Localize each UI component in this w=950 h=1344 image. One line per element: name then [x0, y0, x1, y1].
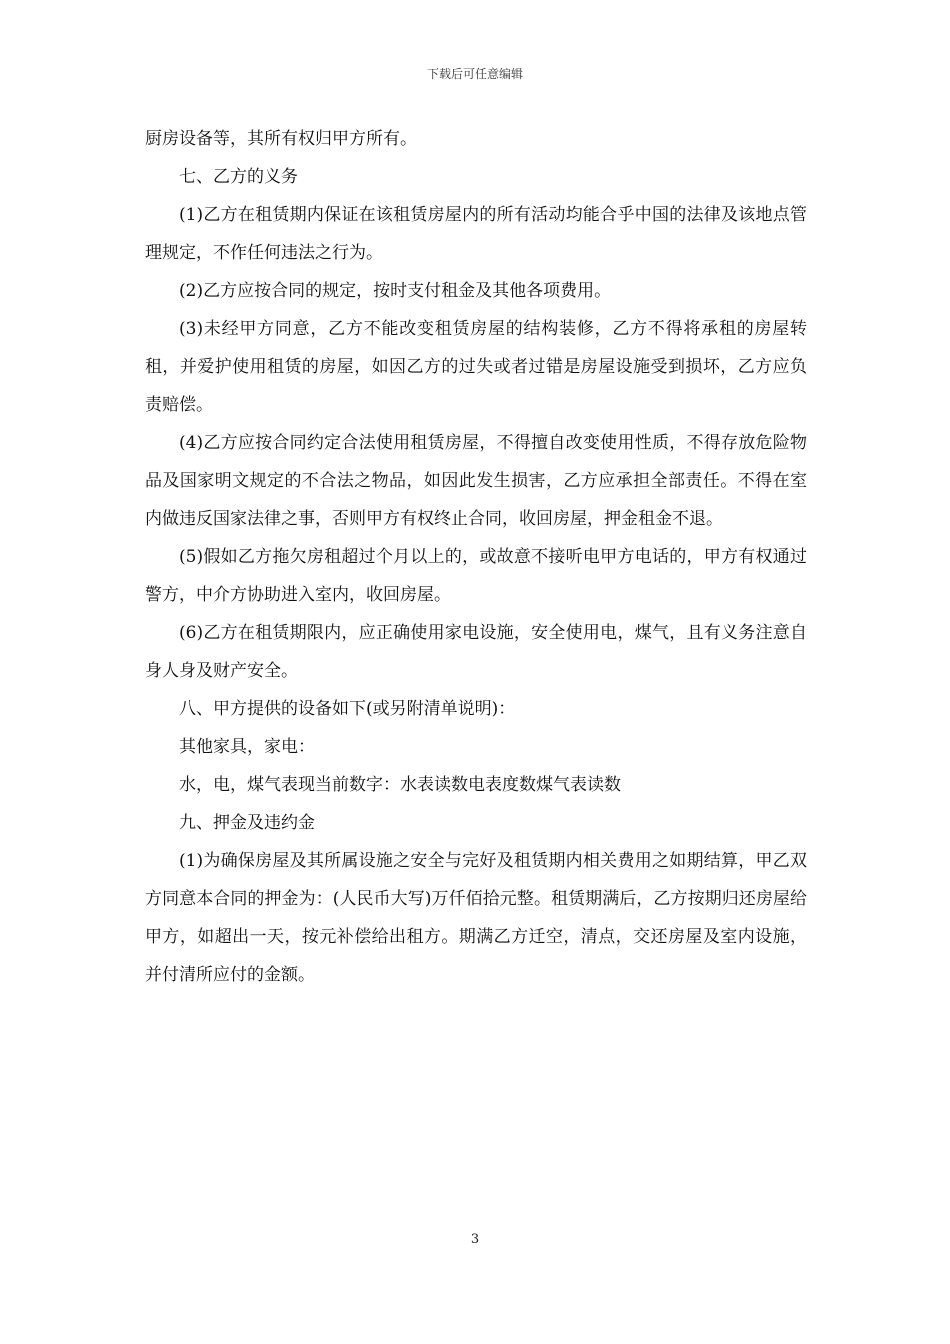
page-number: 3 [470, 1232, 480, 1247]
document-body [145, 120, 807, 994]
paragraph-clause-7-4: (4)乙方应按合同约定合法使用租赁房屋，不得擅自改变使用性质，不得存放危险物品及国家明文规定的不合法之物品，如因此发生损害，乙方应承担全部责任。不得在室内做违反国家法律之事，否则甲方有权终止合同，收回房屋，押金租金不退。 [145, 433, 807, 529]
paragraph-clause-7-2: (2)乙方应按合同的规定，按时支付租金及其他各项费用。 [179, 281, 612, 301]
paragraph-clause-7-3: (3)未经甲方同意，乙方不能改变租赁房屋的结构装修，乙方不得将承租的房屋转租，并爱护使用租赁的房屋，如因乙方的过失或者过错是房屋设施受到损坏，乙方应负责赔偿。 [145, 319, 807, 415]
paragraph-clause-9-1: (1)为确保房屋及其所属设施之安全与完好及租赁期内相关费用之如期结算，甲乙双方同意本合同的押金为：(人民币大写)万仟佰拾元整。租赁期满后，乙方按期归还房屋给甲方，如超出一天，按元补偿给出租方。期满乙方迁空，清点，交还房屋及室内设施，并付清所应付的金额。 [145, 851, 807, 985]
header-note: 下载后可任意编辑 [426, 67, 523, 81]
section-heading-7: 七、乙方的义务 [179, 167, 298, 187]
paragraph-continuation: 厨房设备等，其所有权归甲方所有。 [145, 129, 417, 149]
section-heading-9: 九、押金及违约金 [179, 813, 315, 833]
paragraph-furniture: 其他家具，家电： [179, 737, 315, 757]
section-heading-8: 八、甲方提供的设备如下(或另附清单说明)： [179, 699, 516, 719]
paragraph-clause-7-6: (6)乙方在租赁期限内，应正确使用家电设施，安全使用电，煤气，且有义务注意自身人身及财产安全。 [145, 623, 807, 681]
paragraph-clause-7-1: (1)乙方在租赁期内保证在该租赁房屋内的所有活动均能合乎中国的法律及该地点管理规定，不作任何违法之行为。 [145, 205, 807, 263]
paragraph-clause-7-5: (5)假如乙方拖欠房租超过个月以上的，或故意不接听电甲方电话的，甲方有权通过警方，中介方协助进入室内，收回房屋。 [145, 547, 807, 605]
paragraph-meter-readings: 水，电，煤气表现当前数字：水表读数电表度数煤气表读数 [179, 775, 621, 795]
